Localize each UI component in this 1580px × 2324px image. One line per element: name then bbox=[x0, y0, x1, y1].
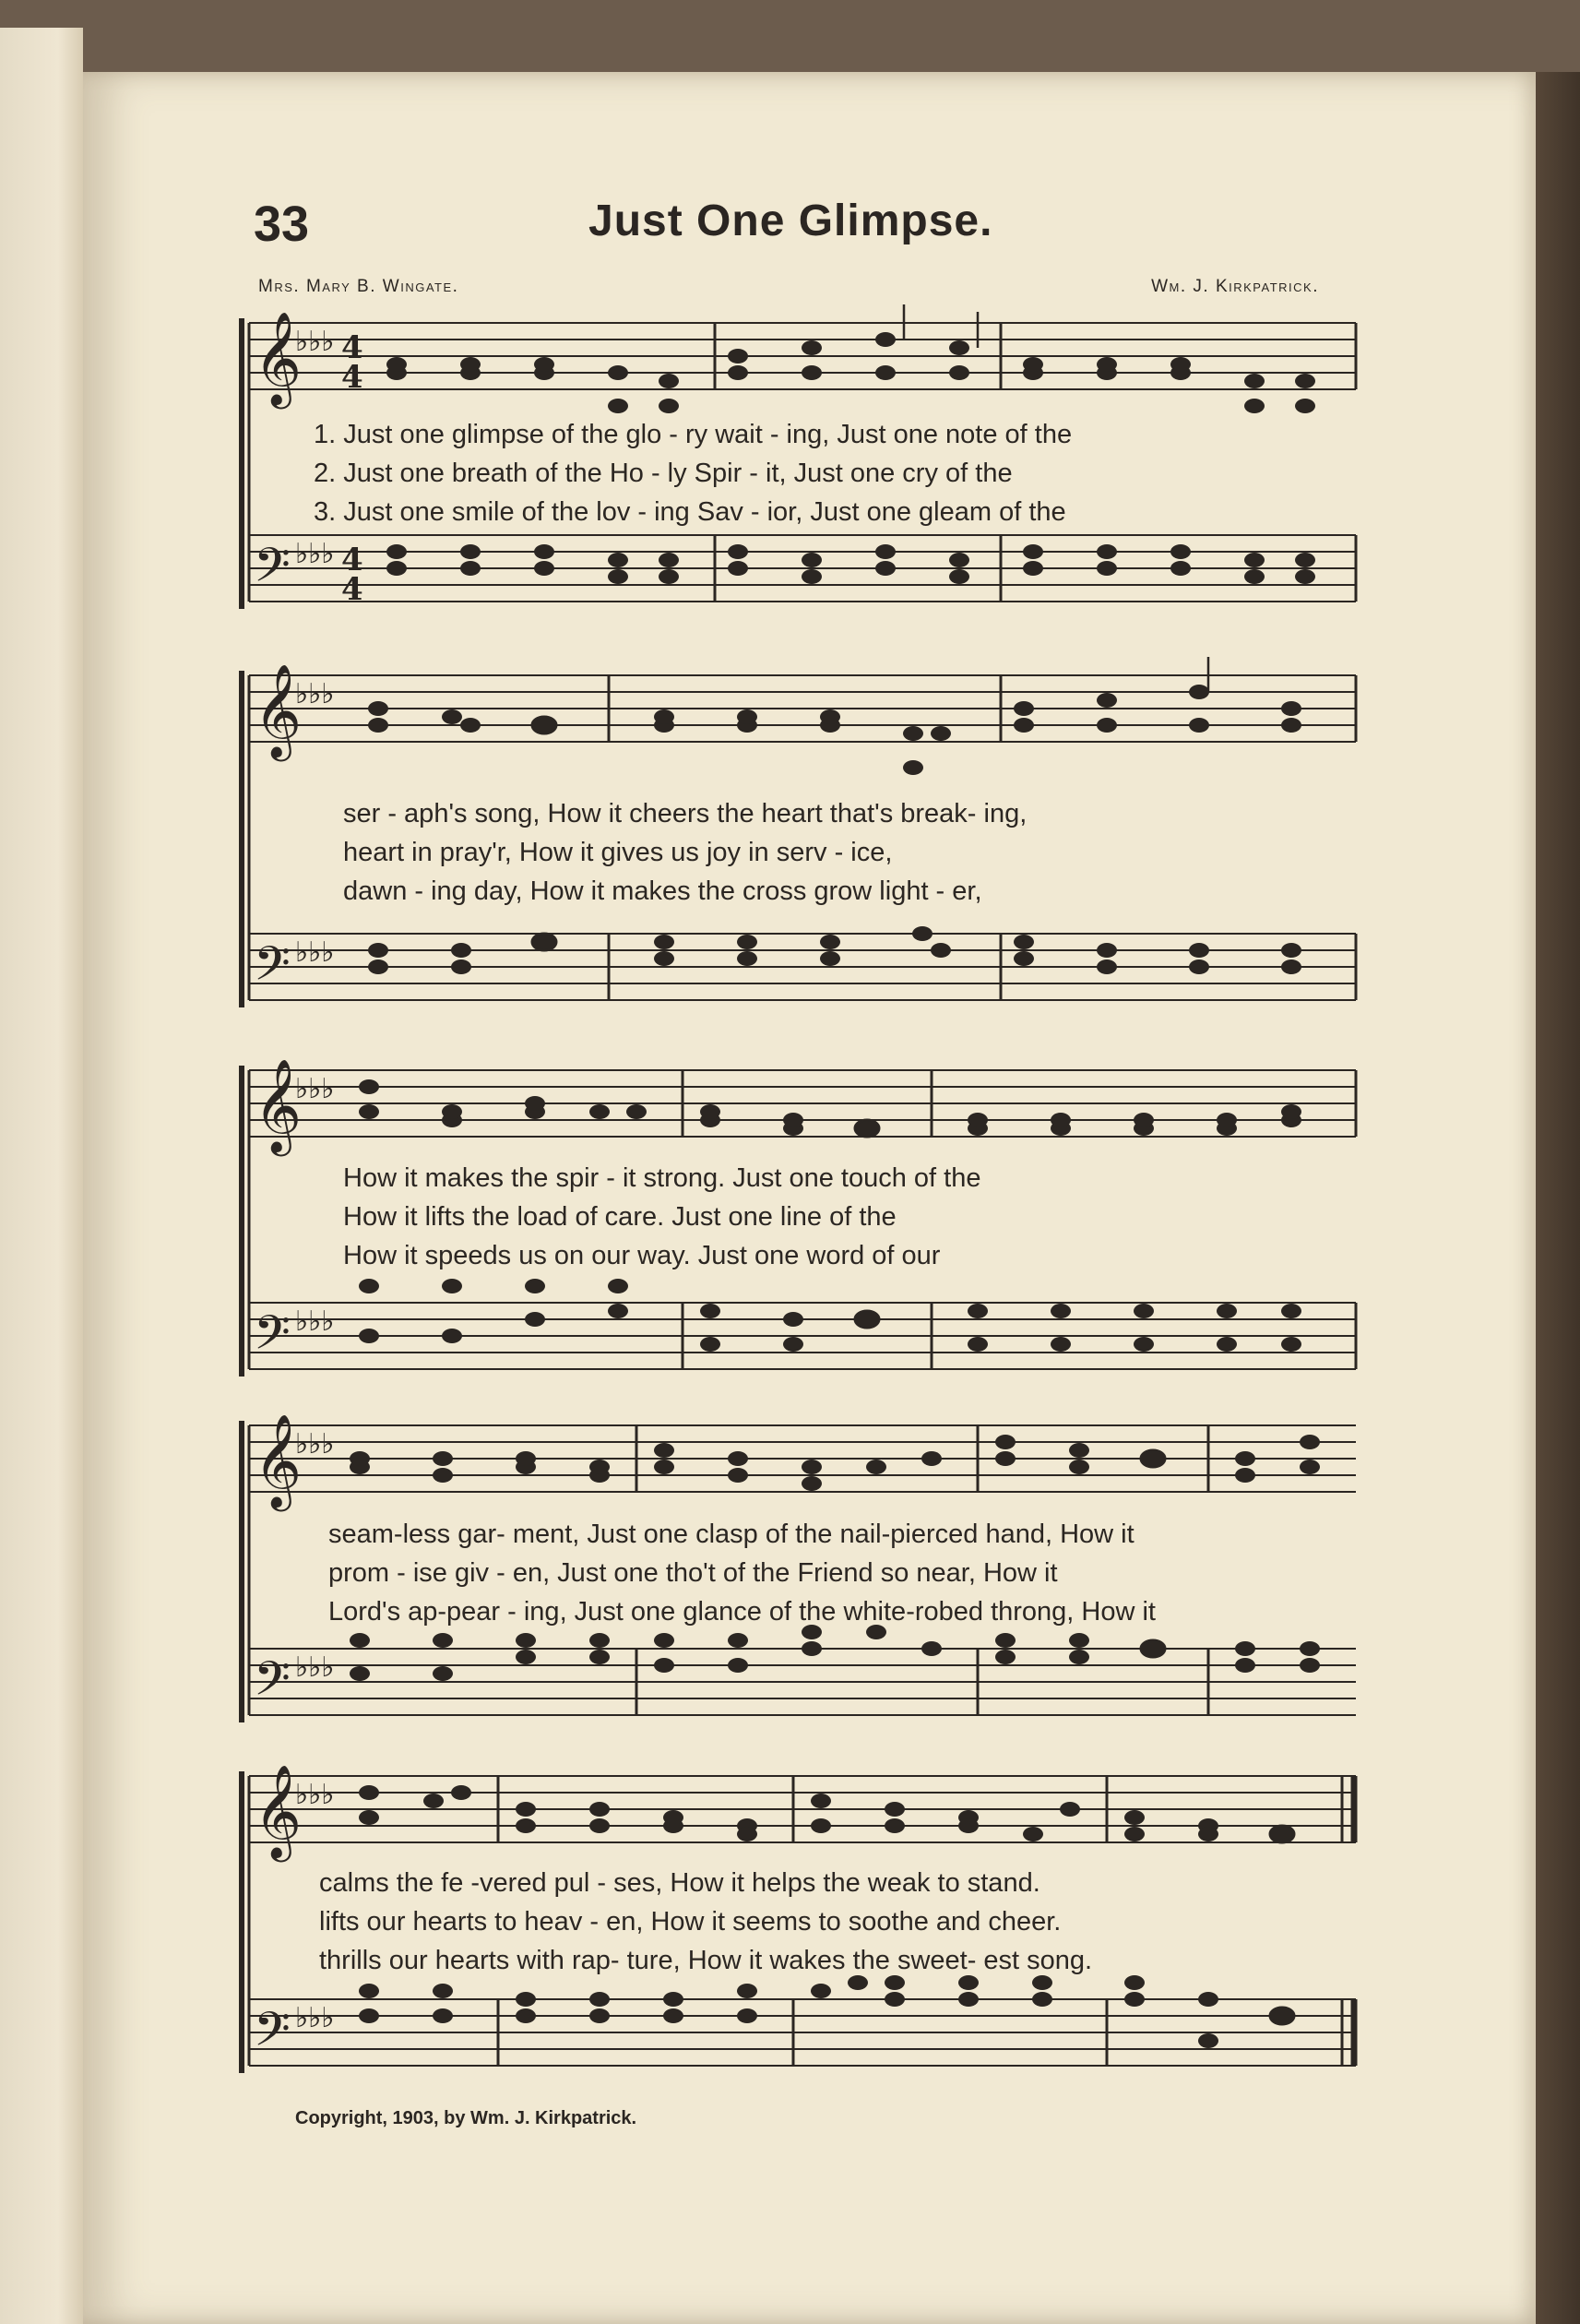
lyric-line: heart in pray'r, How it gives us joy in serv - ice, bbox=[343, 838, 893, 867]
svg-text:♭♭♭: ♭♭♭ bbox=[295, 1779, 335, 1811]
bass-clef-icon: 𝄢 bbox=[254, 537, 291, 604]
svg-text:𝄞: 𝄞 bbox=[254, 1057, 303, 1152]
svg-text:♭♭♭: ♭♭♭ bbox=[295, 1073, 335, 1105]
svg-text:𝄢: 𝄢 bbox=[254, 1305, 291, 1372]
svg-text:4: 4 bbox=[341, 571, 363, 608]
svg-text:♭♭♭: ♭♭♭ bbox=[295, 678, 335, 710]
treble-clef-icon: 𝄞 bbox=[254, 310, 303, 405]
book-binding bbox=[0, 0, 1580, 83]
lyric-line: How it speeds us on our way. Just one word of our bbox=[343, 1241, 941, 1270]
lyric-line: How it makes the spir - it strong. Just one touch of the bbox=[343, 1163, 981, 1193]
svg-text:𝄞: 𝄞 bbox=[254, 1763, 303, 1858]
svg-text:𝄞: 𝄞 bbox=[254, 662, 303, 757]
lyric-line: ser - aph's song, How it cheers the heart that's break- ing, bbox=[343, 799, 1028, 828]
composer-credit: Wm. J. Kirkpatrick. bbox=[1151, 277, 1319, 296]
lyric-line: prom - ise giv - en, Just one tho't of the Friend so near, How it bbox=[328, 1558, 1058, 1588]
copyright-notice: Copyright, 1903, by Wm. J. Kirkpatrick. bbox=[295, 2108, 637, 2128]
flat-icon: ♭♭♭ bbox=[295, 326, 335, 358]
svg-text:♭♭♭: ♭♭♭ bbox=[295, 1428, 335, 1460]
lyricist-credit: Mrs. Mary B. Wingate. bbox=[258, 277, 459, 296]
svg-text:♭♭♭: ♭♭♭ bbox=[295, 538, 335, 570]
svg-text:4: 4 bbox=[341, 542, 363, 578]
svg-text:𝄢: 𝄢 bbox=[254, 936, 291, 1003]
lyric-line: 1. Just one glimpse of the glo - ry wait - ing, Just one note of the bbox=[314, 420, 1073, 449]
svg-text:𝄢: 𝄢 bbox=[254, 2001, 291, 2068]
lyric-line: lifts our hearts to heav - en, How it seems to soothe and cheer. bbox=[319, 1907, 1062, 1937]
lyric-line: thrills our hearts with rap- ture, How it wakes the sweet- est song. bbox=[319, 1946, 1093, 1975]
svg-text:4: 4 bbox=[341, 359, 363, 396]
hymn-title: Just One Glimpse. bbox=[588, 197, 993, 245]
lyric-line: seam-less gar- ment, Just one clasp of the nail-pierced hand, How it bbox=[328, 1520, 1135, 1549]
time-signature: 4 bbox=[341, 329, 363, 366]
svg-text:𝄞: 𝄞 bbox=[254, 1412, 303, 1508]
book-cover-edge bbox=[1536, 72, 1580, 2324]
svg-text:♭♭♭: ♭♭♭ bbox=[295, 1305, 335, 1338]
lyric-line: 3. Just one smile of the lov - ing Sav - ior, Just one gleam of the bbox=[314, 497, 1066, 527]
facing-page-edge bbox=[0, 28, 83, 2324]
svg-text:♭♭♭: ♭♭♭ bbox=[295, 936, 335, 969]
hymn-number: 33 bbox=[254, 197, 310, 252]
lyric-line: Lord's ap-pear - ing, Just one glance of the white-robed throng, How it bbox=[328, 1597, 1156, 1627]
lyric-line: calms the fe -vered pul - ses, How it helps the weak to stand. bbox=[319, 1868, 1040, 1898]
lyric-line: 2. Just one breath of the Ho - ly Spir - it, Just one cry of the bbox=[314, 459, 1013, 488]
lyric-line: How it lifts the load of care. Just one line of the bbox=[343, 1202, 897, 1232]
svg-text:♭♭♭: ♭♭♭ bbox=[295, 2002, 335, 2034]
svg-text:𝄢: 𝄢 bbox=[254, 1651, 291, 1718]
svg-text:♭♭♭: ♭♭♭ bbox=[295, 1651, 335, 1684]
lyric-line: dawn - ing day, How it makes the cross grow light - er, bbox=[343, 876, 982, 906]
treble-staff bbox=[249, 323, 1356, 389]
